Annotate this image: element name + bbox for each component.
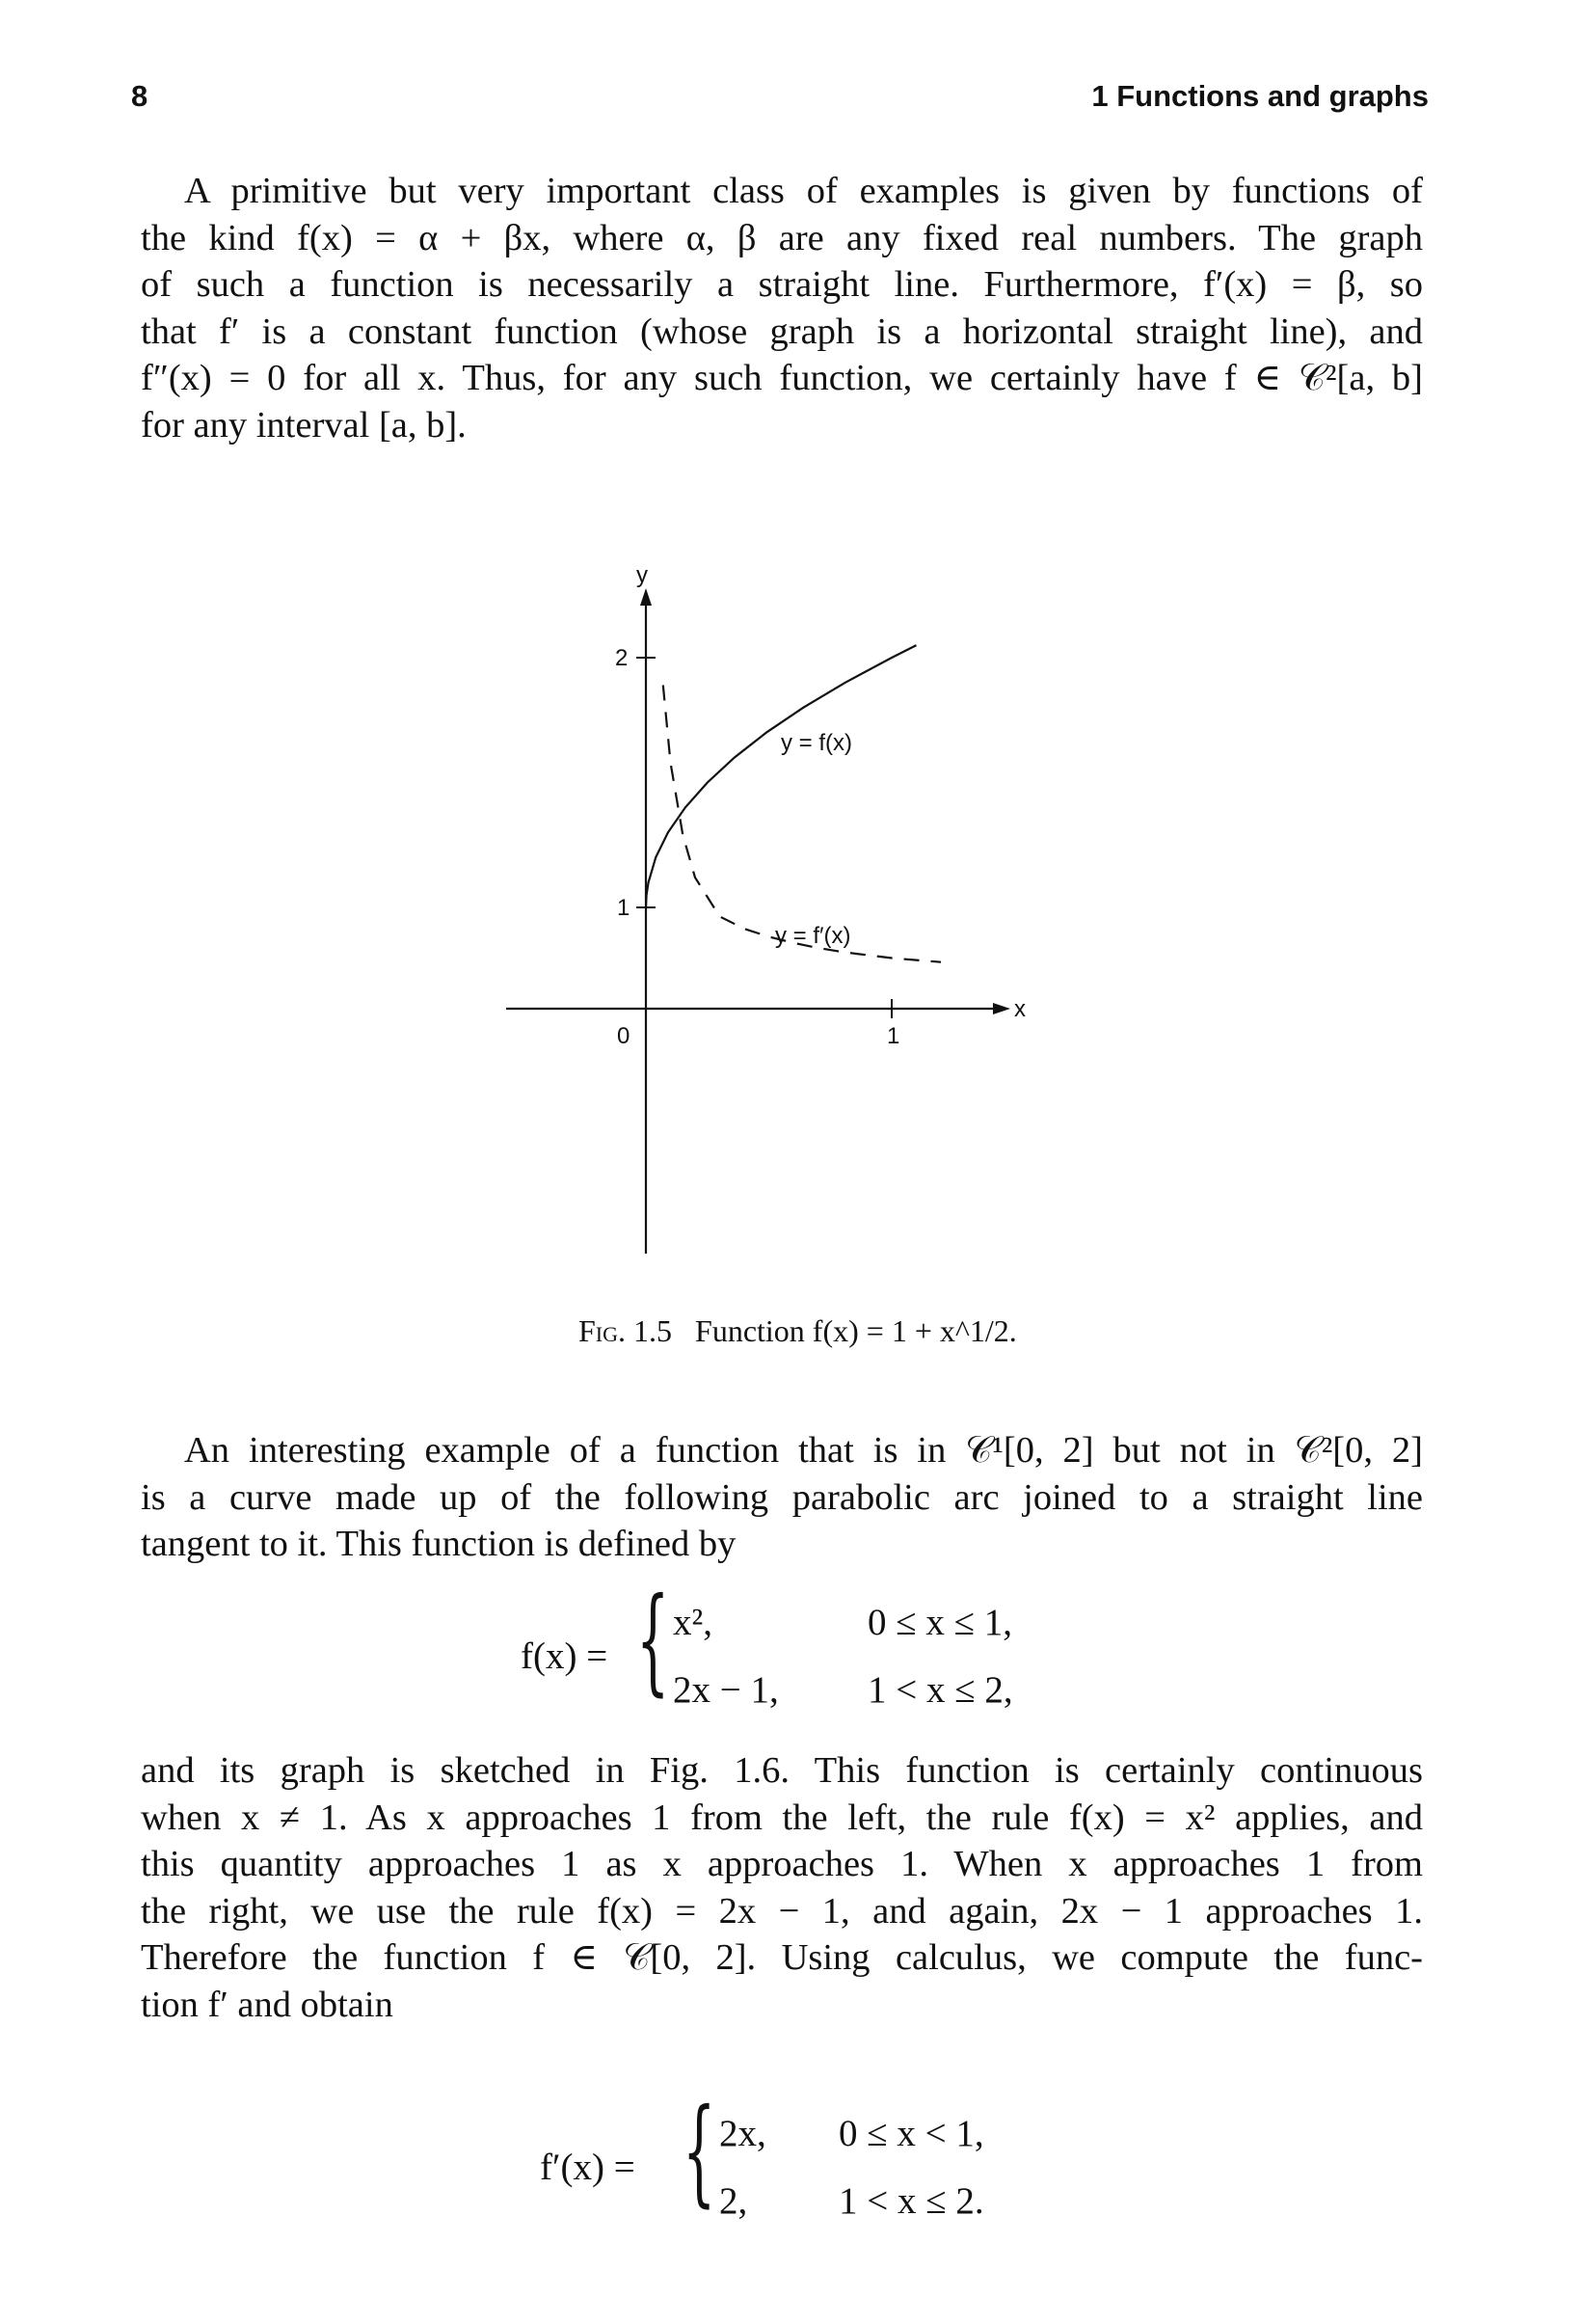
tick-label-x1: 1	[887, 1023, 900, 1049]
text-line: the kind f(x) = α + βx, where α, β are any fixed real numbers. The graph	[141, 217, 1423, 258]
caption-text: Function f(x) = 1 + x^1/2.	[695, 1313, 1017, 1348]
x-axis-arrow	[993, 1003, 1010, 1014]
text-line: A primitive but very important class of examples is given by functions of	[184, 171, 1423, 211]
page-header	[131, 79, 1429, 127]
figure-caption	[578, 1313, 1017, 1349]
y-axis-label: y	[636, 562, 648, 588]
text-line: Therefore the function f ∈ 𝒞[0, 2]. Using calculus, we compute the func-	[141, 1937, 1423, 1978]
case2-condition: 1 < x ≤ 2.	[839, 2180, 984, 2222]
tick-label-y2: 2	[615, 645, 629, 671]
case2-expression: 2x − 1,	[673, 1669, 779, 1711]
origin-label: 0	[617, 1023, 630, 1049]
tick-label-y1: 1	[617, 895, 630, 921]
case1-expression: 2x,	[719, 2113, 766, 2154]
curve-f-prime-label: y = f′(x)	[775, 923, 851, 949]
case1-condition: 0 ≤ x ≤ 1,	[868, 1602, 1013, 1643]
paragraph-2	[141, 1427, 1423, 1568]
equation-piecewise-f-prime	[540, 2085, 1080, 2237]
text-line: when x ≠ 1. As x approaches 1 from the left, the rule f(x) = x² applies, and	[141, 1797, 1423, 1838]
equation-brace: {	[636, 1574, 670, 1708]
curve-f-label: y = f(x)	[781, 730, 853, 756]
text-line: An interesting example of a function that is in 𝒞¹[0, 2] but not in 𝒞²[0, 2]	[184, 1430, 1423, 1471]
paragraph-1	[141, 168, 1423, 448]
caption-prefix: Fig. 1.5	[578, 1313, 673, 1348]
case2-expression: 2,	[719, 2180, 748, 2222]
curve-f-prime	[663, 686, 941, 962]
text-line: tion f′ and obtain	[141, 1984, 393, 2025]
curve-f	[646, 645, 917, 907]
case1-expression: x²,	[673, 1602, 712, 1643]
text-line: for any interval [a, b].	[141, 404, 467, 446]
x-axis-label: x	[1014, 996, 1026, 1022]
y-axis-arrow	[640, 588, 652, 606]
text-line: f″(x) = 0 for all x. Thus, for any such function, we certainly have f ∈ 𝒞²[a, b]	[141, 358, 1423, 398]
text-line: and its graph is sketched in Fig. 1.6. This function is certainly continuous	[141, 1750, 1423, 1791]
figure-1-5	[482, 550, 1060, 1263]
equation-brace: {	[683, 2085, 716, 2219]
running-title: 1 Functions and graphs	[1091, 79, 1429, 113]
text-line: that f′ is a constant function (whose graph is a horizontal straight line), and	[141, 311, 1423, 352]
text-line: tangent to it. This function is defined by	[141, 1524, 737, 1564]
paragraph-3	[141, 1747, 1423, 2028]
case2-condition: 1 < x ≤ 2,	[868, 1669, 1013, 1711]
text-line: is a curve made up of the following parabolic arc joined to a straight line	[141, 1476, 1423, 1518]
text-line: this quantity approaches 1 as x approaches 1. When x approaches 1 from	[141, 1844, 1423, 1884]
case1-condition: 0 ≤ x < 1,	[839, 2113, 984, 2154]
equation-lhs: f′(x) =	[540, 2147, 635, 2188]
page-number: 8	[131, 79, 148, 113]
equation-lhs: f(x) =	[521, 1635, 608, 1677]
text-line: of such a function is necessarily a straight line. Furthermore, f′(x) = β, so	[141, 264, 1423, 305]
text-line: the right, we use the rule f(x) = 2x − 1, and again, 2x − 1 approaches 1.	[141, 1890, 1423, 1932]
equation-piecewise-f	[511, 1574, 1089, 1726]
